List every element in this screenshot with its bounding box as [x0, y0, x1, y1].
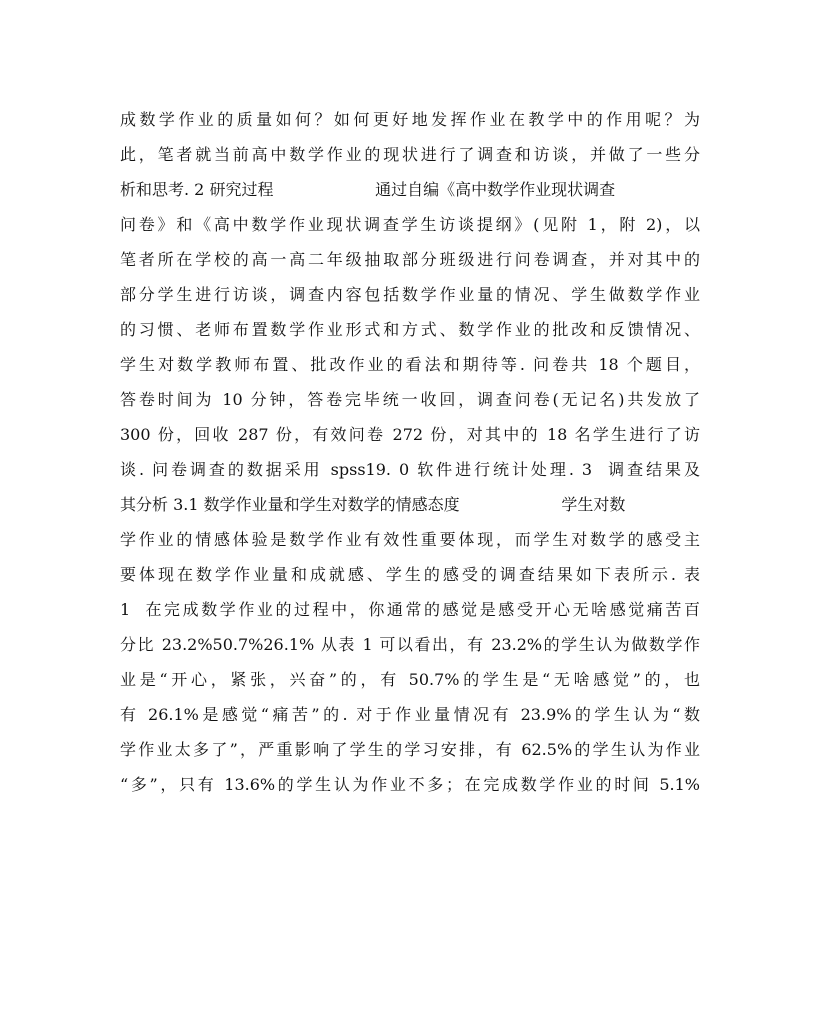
text-line: 分比 23.2%50.7%26.1% 从表 1 可以看出，有 23.2%的学生认为做数学作 [120, 635, 700, 654]
text-line: 此，笔者就当前高中数学作业的现状进行了调查和访谈，并做了一些分 [120, 145, 700, 164]
text-line: 的习惯、老师布置数学作业形式和方式、数学作业的批改和反馈情况、 [120, 320, 700, 339]
text-line: 部分学生进行访谈，调查内容包括数学作业量的情况、学生做数学作业 [120, 285, 700, 304]
text-line: 问卷》和《高中数学作业现状调查学生访谈提纲》(见附 1，附 2)，以 [120, 215, 700, 234]
text-line: 其分析 3.1 数学作业量和学生对数学的情感态度 学生对数 [120, 495, 626, 514]
text-line: 析和思考. 2 研究过程 通过自编《高中数学作业现状调查 [120, 180, 616, 199]
text-line: 笔者所在学校的高一高二年级抽取部分班级进行问卷调查，并对其中的 [120, 250, 700, 269]
text-line: 要体现在数学作业量和成就感、学生的感受的调查结果如下表所示. 表 [120, 565, 700, 584]
text-line: 学生对数学教师布置、批改作业的看法和期待等. 问卷共 18 个题目， [120, 355, 700, 374]
text-line: 业是“开心，紧张，兴奋”的，有 50.7%的学生是“无啥感觉”的，也 [120, 670, 700, 689]
text-line: 有 26.1%是感觉“痛苦”的. 对于作业量情况有 23.9%的学生认为“数 [120, 705, 700, 724]
text-line: 答卷时间为 10 分钟，答卷完毕统一收回，调查问卷(无记名)共发放了 [120, 390, 700, 409]
text-line: 学作业太多了”，严重影响了学生的学习安排，有 62.5%的学生认为作业 [120, 740, 700, 759]
text-line: 1 在完成数学作业的过程中，你通常的感觉是感受开心无啥感觉痛苦百 [120, 600, 700, 619]
text-line: 300 份，回收 287 份，有效问卷 272 份，对其中的 18 名学生进行了访 [120, 425, 700, 444]
text-line: “多”，只有 13.6%的学生认为作业不多；在完成数学作业的时间 5.1% [120, 775, 700, 794]
text-line: 成数学作业的质量如何？如何更好地发挥作业在教学中的作用呢？为 [120, 110, 700, 129]
text-line: 谈. 问卷调查的数据采用 spss19. 0 软件进行统计处理. 3 调查结果及 [120, 460, 700, 479]
body-text [120, 102, 700, 802]
text-line: 学作业的情感体验是数学作业有效性重要体现，而学生对数学的感受主 [120, 530, 700, 549]
